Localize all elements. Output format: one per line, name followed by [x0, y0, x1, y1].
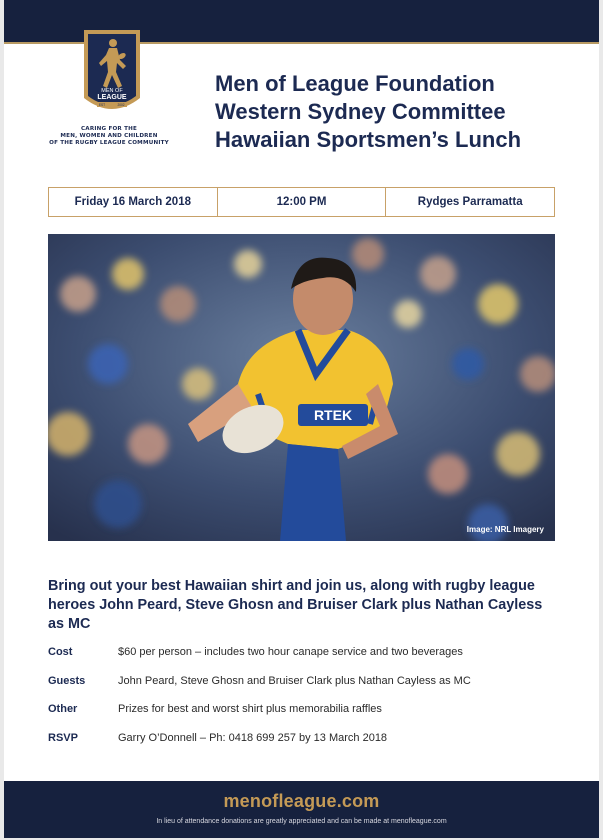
logo-est-year: 2002 — [117, 103, 125, 107]
detail-row-other — [48, 703, 558, 732]
detail-label: Cost — [48, 646, 73, 658]
flyer-page — [4, 0, 599, 838]
event-venue: Rydges Parramatta — [385, 188, 554, 216]
logo-tagline — [34, 126, 184, 147]
jersey-sponsor-text: RTEK — [313, 407, 353, 423]
event-info-bar — [48, 187, 555, 217]
lead-paragraph: Bring out your best Hawaiian shirt and join us, along with rugby league heroes John Peard, Steve Ghosn and Bruiser Clark plus Nathan Cayless as MC — [48, 578, 543, 632]
detail-row-guests — [48, 675, 558, 704]
event-date: Friday 16 March 2018 — [74, 196, 191, 208]
title-line-3: Hawaiian Sportsmen’s Lunch — [215, 127, 522, 152]
event-time: 12:00 PM — [217, 188, 386, 216]
website-link[interactable]: menofleague.com — [223, 791, 380, 811]
logo-name-line2: LEAGUE — [97, 94, 127, 101]
rugby-player-image — [48, 234, 555, 541]
detail-row-rsvp — [48, 732, 558, 761]
detail-label: Other — [48, 703, 78, 715]
title-line-2: Western Sydney Committee — [215, 99, 506, 124]
tagline-line: CARING FOR THE — [81, 126, 137, 132]
detail-value: John Peard, Steve Ghosn and Bruiser Clark plus Nathan Cayless as MC — [118, 674, 471, 687]
event-title — [215, 70, 585, 154]
detail-label: RSVP — [48, 731, 78, 744]
tagline-line: MEN, WOMEN AND CHILDREN — [60, 133, 158, 139]
player-photo — [48, 234, 555, 541]
shield-emblem-icon — [82, 28, 142, 120]
detail-value: Garry O’Donnell – Ph: 0418 699 257 by 13 March 2018 — [118, 731, 388, 744]
detail-value: Prizes for best and worst shirt plus memorabilia raffles — [118, 703, 382, 715]
logo-name-line1: MEN OF — [101, 88, 123, 94]
donation-note: In lieu of attendance donations are greatly appreciated and can be made at menofleague.com — [156, 818, 447, 825]
detail-value: $60 per person – includes two hour canape service and two beverages — [118, 646, 463, 658]
footer-band — [4, 781, 599, 838]
tagline-line: OF THE RUGBY LEAGUE COMMUNITY — [49, 140, 169, 146]
event-details — [48, 646, 558, 760]
title-line-1: Men of League Foundation — [215, 71, 495, 96]
logo-est-label: EST — [98, 103, 106, 107]
detail-row-cost — [48, 646, 558, 675]
detail-label: Guests — [48, 674, 86, 687]
photo-credit: Image: NRL Imagery — [466, 525, 544, 534]
